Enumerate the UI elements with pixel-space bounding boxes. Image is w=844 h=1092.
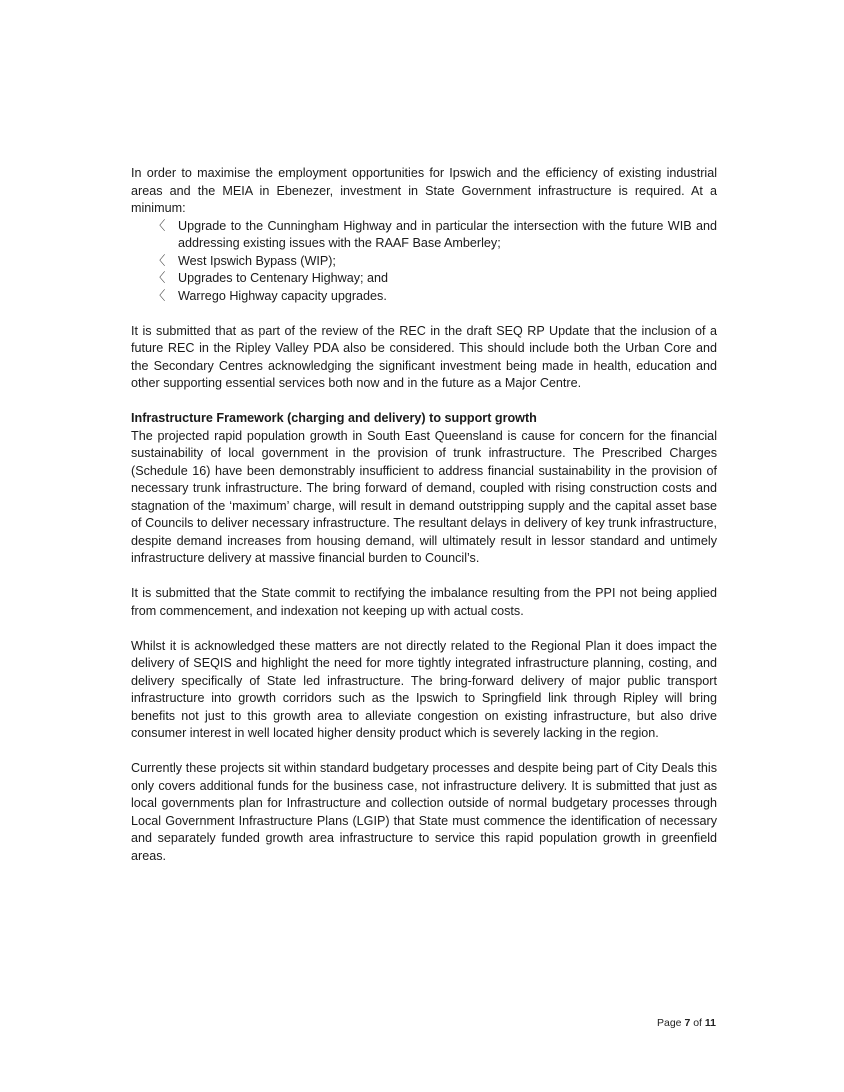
page-footer	[657, 1016, 716, 1030]
list-item	[131, 270, 717, 288]
rec-paragraph: It is submitted that as part of the review of the REC in the draft SEQ RP Update that the inclusion of a future REC in the Ripley Valley PDA also be considered. This should include both the Urban Core and the Secondary Centres acknowledging the significant investment being made in health, education and other supporting essential services both now and in the future as a Major Centre.	[131, 323, 717, 390]
paragraph-spacer	[131, 743, 717, 761]
list-item	[131, 253, 717, 271]
paragraph-spacer	[131, 305, 717, 323]
infrastructure-paragraph-3: Whilst it is acknowledged these matters are not directly related to the Regional Plan it does impact the delivery of SEQIS and highlight the need for more tightly integrated infrastructure planning, costing, and delivery specifically of State led infrastructure. The bring-forward delivery of major public transport infrastructure into growth corridors such as the Ipswich to Springfield link through Ripley will bring benefits not just to this growth area to alleviate congestion on existing infrastructure, but also drive consumer interest in well located higher density product which is severely lacking in the region.	[131, 638, 717, 740]
paragraph-spacer	[131, 568, 717, 586]
infrastructure-paragraph-1: The projected rapid population growth in South East Queensland is cause for concern for the financial sustainability of local government in the provision of trunk infrastructure. The Prescribed Charges (Schedule 16) have been demonstrably insufficient to address financial sustainability in the provision of necessary trunk infrastructure. The bring forward of demand, coupled with rising construction costs and stagnation of the ‘maximum’ charge, will result in demand outstripping supply and the capital asset base of Councils to deliver necessary infrastructure. The resultant delays in delivery of key trunk infrastructure, despite demand increases from housing demand, will ultimately result in lessor standard and untimely infrastructure delivery at massive financial burden to Council’s.	[131, 428, 717, 565]
intro-paragraph: In order to maximise the employment opportunities for Ipswich and the efficiency of existing industrial areas and the MEIA in Ebenezer, investment in State Government infrastructure is required. At a minimum:	[131, 166, 717, 215]
list-item	[131, 218, 717, 253]
of-label: of	[693, 1017, 702, 1029]
bullet-marker-icon: 〈	[152, 271, 166, 285]
infrastructure-paragraph-4: Currently these projects sit within standard budgetary processes and despite being part of City Deals this only covers additional funds for the business case, not infrastructure delivery. It is submitted that just as local governments plan for Infrastructure and collection outside of normal budgetary processes through Local Government Infrastructure Plans (LGIP) that State must commence the identification of necessary and separately funded growth area infrastructure to service this rapid population growth in greenfield areas.	[131, 761, 717, 863]
total-pages: 11	[704, 1017, 716, 1029]
list-item-text: Warrego Highway capacity upgrades.	[178, 288, 387, 303]
infrastructure-paragraph-2: It is submitted that the State commit to rectifying the imbalance resulting from the PPI not being applied from commencement, and indexation not keeping up with actual costs.	[131, 586, 717, 618]
list-item-text: West Ipswich Bypass (WIP);	[178, 253, 336, 268]
page-body	[131, 165, 717, 865]
paragraph-spacer	[131, 620, 717, 638]
bullet-marker-icon: 〈	[152, 218, 166, 233]
section-heading: Infrastructure Framework (charging and delivery) to support growth	[131, 411, 537, 425]
infrastructure-upgrade-list	[131, 218, 717, 306]
list-item-text: Upgrades to Centenary Highway; and	[178, 271, 389, 285]
list-item-text: Upgrade to the Cunningham Highway and in particular the intersection with the future WIB and addressing existing issues with the RAAF Base Amberley;	[178, 218, 717, 250]
bullet-marker-icon: 〈	[152, 288, 166, 303]
bullet-marker-icon: 〈	[152, 253, 166, 268]
page-number: 7	[684, 1017, 691, 1029]
list-item	[131, 288, 717, 306]
page-label: Page	[656, 1017, 682, 1029]
paragraph-spacer	[131, 393, 717, 411]
